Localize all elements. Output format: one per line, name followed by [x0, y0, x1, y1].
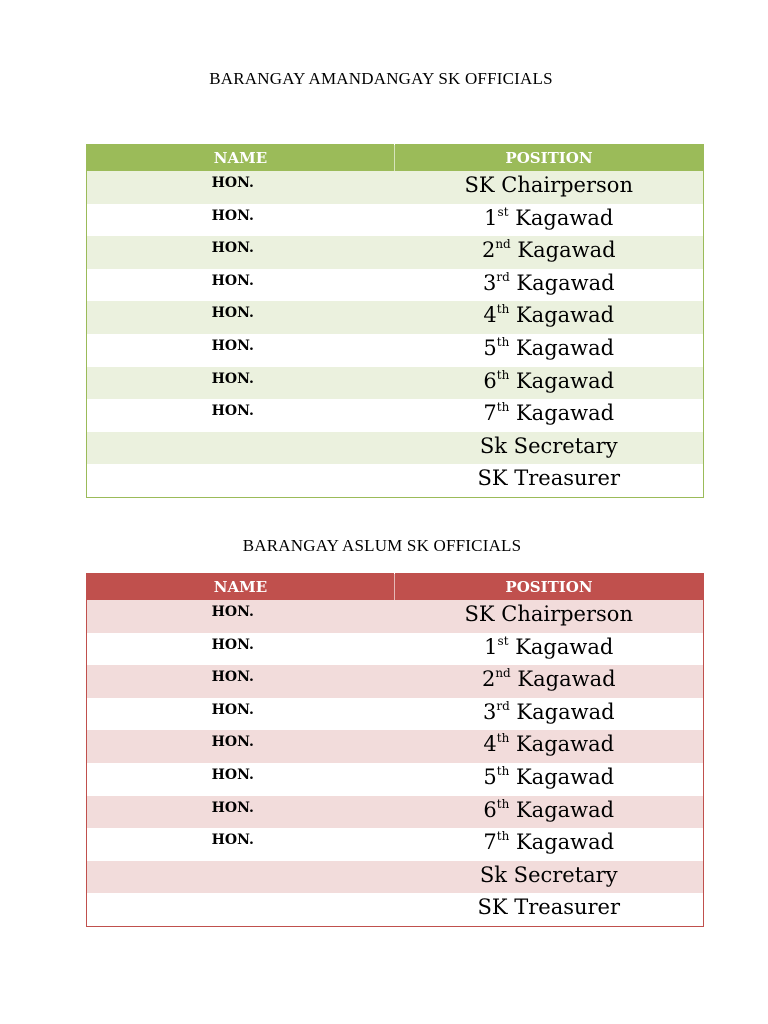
position-cell [395, 269, 704, 302]
position-label-rest: Kagawad [509, 699, 615, 724]
position-label: 2 [481, 667, 496, 692]
official-name-cell [87, 432, 395, 465]
honorific-label: HON. [211, 604, 254, 620]
position-cell [395, 893, 704, 926]
official-name-cell [87, 171, 395, 204]
position-label: Sk Secretary [479, 433, 618, 458]
table-row [87, 399, 704, 432]
officials-table-amandangay [86, 144, 704, 498]
position-label: 2 [481, 238, 496, 263]
position-label-rest: Kagawad [509, 764, 615, 789]
official-name-cell [87, 269, 395, 302]
position-cell [395, 399, 704, 432]
table-row [87, 698, 704, 731]
honorific-label: HON. [211, 337, 254, 354]
honorific-label: HON. [211, 207, 254, 224]
position-label: Sk Secretary [479, 862, 618, 887]
position-label-rest: Kagawad [509, 270, 615, 295]
honorific-label: HON. [211, 669, 254, 686]
position-cell [395, 763, 704, 796]
official-name-cell [87, 204, 395, 237]
position-label: 3 [482, 270, 497, 295]
position-cell [395, 698, 704, 731]
honorific-label: HON. [211, 370, 254, 387]
table-row [87, 171, 704, 204]
table-row [87, 893, 704, 926]
table-row [87, 763, 704, 796]
official-name-cell [87, 698, 395, 731]
table-row [87, 236, 704, 269]
position-label-rest: Kagawad [509, 303, 615, 328]
section-title-aslum: BARANGAY ASLUM SK OFFICIALS [242, 536, 522, 555]
position-column-header: POSITION [395, 145, 704, 172]
official-name-cell [87, 828, 395, 861]
table-row [87, 204, 704, 237]
honorific-label: HON. [211, 734, 254, 751]
official-name-cell [87, 730, 395, 763]
table-row [87, 861, 704, 894]
position-label-rest: Kagawad [509, 830, 615, 855]
ordinal-suffix: nd [495, 666, 511, 681]
position-cell [395, 730, 704, 763]
honorific-label: HON. [211, 766, 254, 783]
ordinal-suffix: th [496, 731, 510, 746]
position-label-rest: Kagawad [509, 335, 615, 360]
position-cell [395, 633, 704, 666]
position-cell [395, 828, 704, 861]
ordinal-suffix: th [496, 796, 510, 811]
official-name-cell [87, 600, 395, 633]
ordinal-suffix: th [496, 400, 510, 415]
table-row [87, 464, 704, 497]
position-label: 4 [483, 303, 497, 328]
position-label: 4 [483, 732, 497, 757]
honorific-label: HON. [211, 701, 254, 718]
table-row [87, 633, 704, 666]
official-name-cell [87, 763, 395, 796]
table-row [87, 600, 704, 633]
position-label-rest: Kagawad [510, 238, 616, 263]
position-column-header: POSITION [395, 574, 704, 601]
official-name-cell [87, 665, 395, 698]
position-cell [395, 464, 704, 497]
position-label-rest: Kagawad [508, 634, 614, 659]
table-row [87, 334, 704, 367]
position-label: 6 [483, 797, 497, 822]
position-cell [395, 861, 704, 894]
ordinal-suffix: th [496, 763, 510, 778]
table-row [87, 269, 704, 302]
position-cell [395, 171, 704, 204]
table-row [87, 432, 704, 465]
honorific-label: HON. [211, 272, 254, 289]
ordinal-suffix: st [497, 633, 509, 648]
official-name-cell [87, 334, 395, 367]
officials-table-aslum [86, 573, 704, 927]
position-label: 3 [482, 699, 497, 724]
position-label: 1 [484, 205, 498, 230]
official-name-cell [87, 301, 395, 334]
table-header-row [87, 574, 704, 601]
table-row [87, 828, 704, 861]
ordinal-suffix: th [496, 829, 510, 844]
table-row [87, 665, 704, 698]
position-label-rest: Kagawad [508, 205, 614, 230]
position-cell [395, 432, 704, 465]
table-row [87, 796, 704, 829]
position-cell [395, 334, 704, 367]
name-column-header: NAME [87, 145, 395, 172]
position-label-rest: Kagawad [510, 667, 616, 692]
ordinal-suffix: st [497, 204, 509, 219]
position-label: 5 [483, 764, 497, 789]
ordinal-suffix: rd [496, 698, 510, 713]
position-label: SK Chairperson [464, 173, 633, 197]
table-row [87, 730, 704, 763]
position-cell [395, 367, 704, 400]
position-label-rest: Kagawad [509, 797, 615, 822]
official-name-cell [87, 633, 395, 666]
position-label: 7 [483, 401, 497, 426]
ordinal-suffix: th [496, 367, 510, 382]
position-cell [395, 236, 704, 269]
position-label-rest: Kagawad [509, 368, 615, 393]
position-label: 5 [483, 335, 497, 360]
position-label: 7 [483, 830, 497, 855]
honorific-label: HON. [211, 175, 254, 191]
honorific-label: HON. [211, 403, 254, 420]
official-name-cell [87, 236, 395, 269]
position-label: 1 [484, 634, 498, 659]
ordinal-suffix: rd [496, 269, 510, 284]
table-row [87, 301, 704, 334]
honorific-label: HON. [211, 240, 254, 257]
position-label: SK Treasurer [477, 895, 621, 920]
official-name-cell [87, 861, 395, 894]
official-name-cell [87, 893, 395, 926]
table-row [87, 367, 704, 400]
official-name-cell [87, 796, 395, 829]
position-cell [395, 796, 704, 829]
position-cell [395, 600, 704, 633]
position-label-rest: Kagawad [509, 401, 615, 426]
ordinal-suffix: nd [495, 237, 511, 252]
name-column-header: NAME [87, 574, 395, 601]
official-name-cell [87, 464, 395, 497]
ordinal-suffix: th [496, 334, 510, 349]
position-label: SK Chairperson [464, 602, 633, 626]
honorific-label: HON. [211, 305, 254, 322]
position-label: 6 [483, 368, 497, 393]
position-label: SK Treasurer [477, 466, 621, 491]
official-name-cell [87, 367, 395, 400]
honorific-label: HON. [211, 832, 254, 849]
ordinal-suffix: th [496, 302, 510, 317]
honorific-label: HON. [211, 636, 254, 653]
section-title-amandangay: BARANGAY AMANDANGAY SK OFFICIALS [209, 69, 553, 88]
honorific-label: HON. [211, 799, 254, 816]
position-cell [395, 301, 704, 334]
position-label-rest: Kagawad [509, 732, 615, 757]
position-cell [395, 204, 704, 237]
table-header-row [87, 145, 704, 172]
official-name-cell [87, 399, 395, 432]
position-cell [395, 665, 704, 698]
